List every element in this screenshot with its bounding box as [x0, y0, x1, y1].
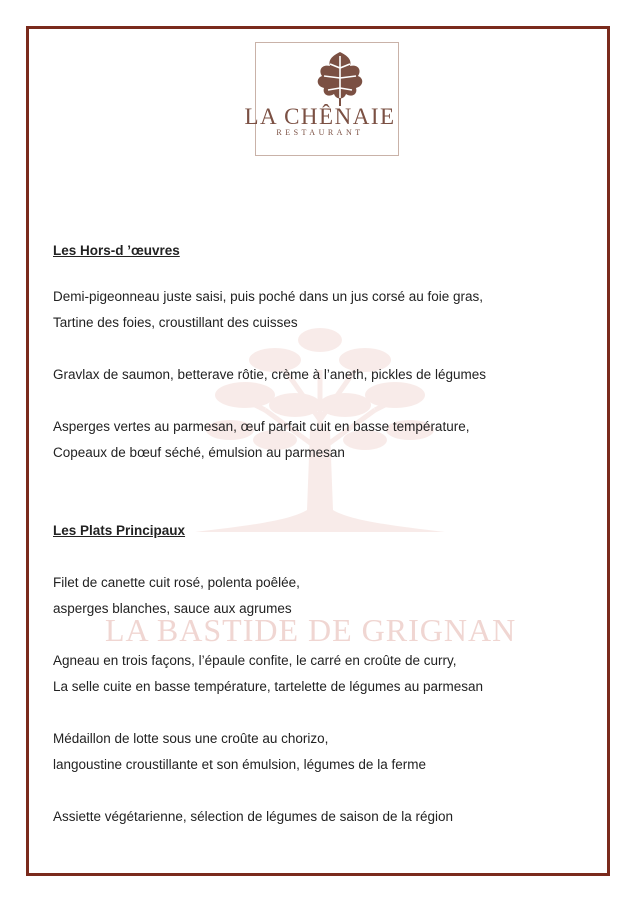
dish — [53, 284, 583, 336]
dish-line: Tartine des foies, croustillant des cuisses — [53, 315, 298, 330]
dish-line: asperges blanches, sauce aux agrumes — [53, 601, 292, 616]
dish-line: langoustine croustillante et son émulsion, légumes de la ferme — [53, 757, 426, 772]
dish — [53, 648, 583, 700]
restaurant-subtitle: RESTAURANT — [276, 128, 364, 137]
section-hors-doeuvres — [53, 238, 583, 466]
section-title: Les Plats Principaux — [53, 523, 186, 538]
menu-content — [53, 238, 583, 830]
section-title: Les Hors-d ’œuvres — [53, 243, 180, 258]
dish-line: Gravlax de saumon, betterave rôtie, crème à l’aneth, pickles de légumes — [53, 367, 486, 382]
restaurant-name: LA CHÊNAIE — [244, 104, 396, 129]
watermark-text: LA BASTIDE DE GRIGNAN — [105, 612, 517, 648]
dish-line: Filet de canette cuit rosé, polenta poêlée, — [53, 575, 300, 590]
dish-line: Copeaux de bœuf séché, émulsion au parmesan — [53, 445, 345, 460]
dish-line: La selle cuite en basse température, tartelette de légumes au parmesan — [53, 679, 484, 694]
dish — [53, 726, 583, 778]
oak-leaf-icon — [310, 50, 370, 106]
dish — [53, 804, 583, 830]
dish-line: Agneau en trois façons, l’épaule confite, le carré en croûte de curry, — [53, 653, 457, 668]
dish — [53, 570, 583, 622]
dish — [53, 414, 583, 466]
dish-line: Médaillon de lotte sous une croûte au chorizo, — [53, 731, 329, 746]
dish-line: Demi-pigeonneau juste saisi, puis poché dans un jus corsé au foie gras, — [53, 289, 484, 304]
dish-line: Asperges vertes au parmesan, œuf parfait cuit en basse température, — [53, 419, 470, 434]
dish-line: Assiette végétarienne, sélection de légumes de saison de la région — [53, 809, 454, 824]
section-plats-principaux — [53, 518, 583, 830]
dish — [53, 362, 583, 388]
